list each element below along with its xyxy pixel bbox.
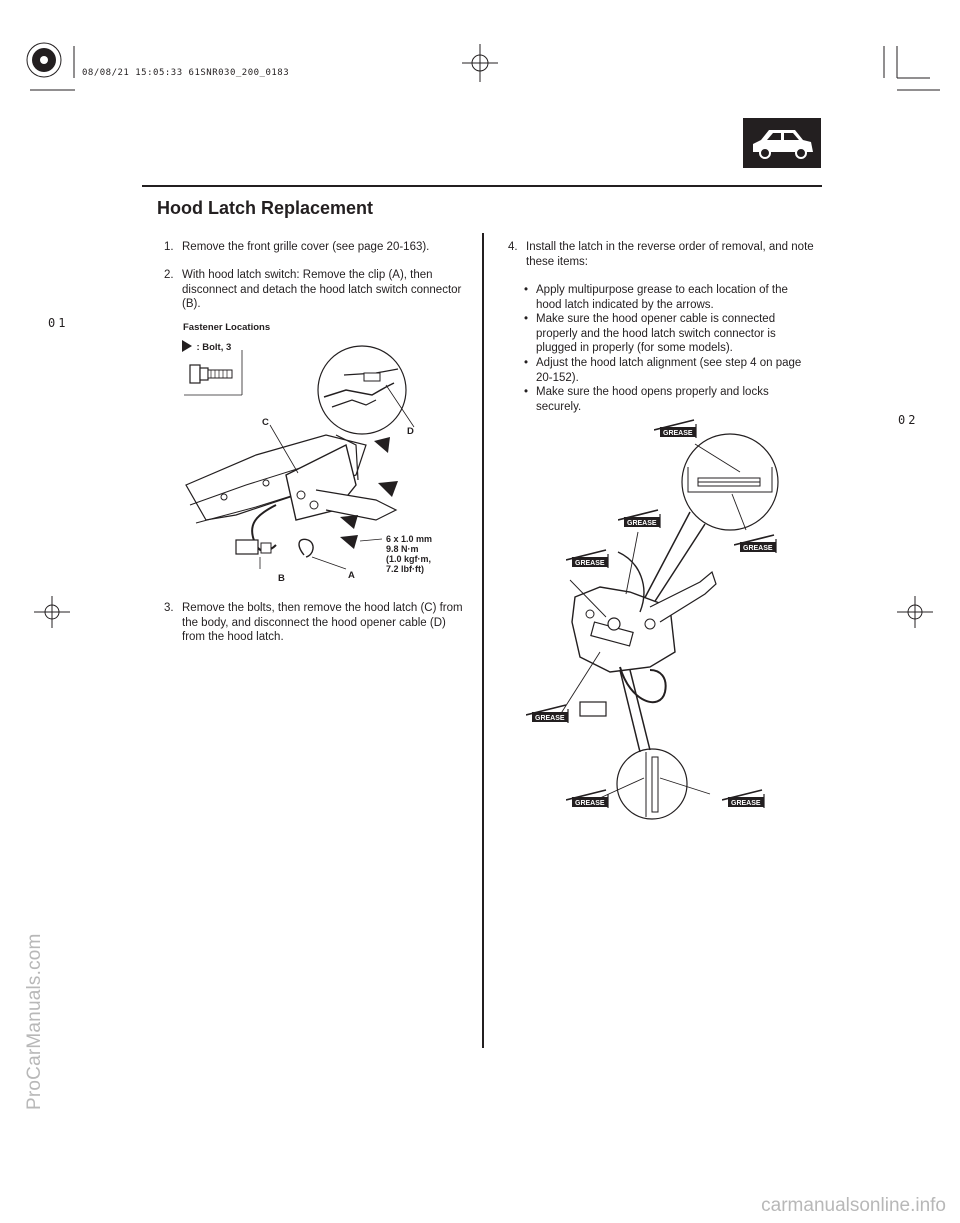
list-item: • Make sure the hood opens properly and locks securely. — [524, 385, 809, 414]
list-item: • Apply multipurpose grease to each location of the hood latch indicated by the arrows. — [524, 283, 809, 312]
grease-tag — [734, 533, 780, 555]
step-2 — [164, 268, 468, 312]
car-body-icon — [743, 118, 821, 168]
figure-label-c: C — [262, 417, 269, 428]
step-2-number: 2. — [164, 269, 174, 281]
page-title: Hood Latch Replacement — [157, 198, 374, 218]
step-1-number: 1. — [164, 241, 174, 253]
step-1-text: Remove the front grille cover (see page 20-163). — [182, 241, 430, 253]
torque-line: 7.2 lbf·ft) — [386, 564, 424, 574]
torque-line: 9.8 N·m — [386, 544, 419, 554]
grease-tag — [654, 418, 700, 440]
figure-label-b: B — [278, 573, 285, 584]
install-notes — [524, 283, 809, 414]
margin-number-left: 01 — [48, 316, 69, 330]
grease-tag — [526, 703, 572, 725]
grease-tag — [566, 788, 612, 810]
crosshair-icon — [897, 596, 933, 628]
step-1 — [164, 240, 474, 255]
torque-line: (1.0 kgf·m, — [386, 554, 432, 564]
grease-points-figure — [500, 412, 800, 822]
fastener-locations-title: Fastener Locations — [183, 322, 271, 333]
figure-label-a: A — [348, 570, 355, 581]
margin-number-right: 02 — [898, 413, 919, 427]
step-3-number: 3. — [164, 602, 174, 614]
grease-label: GREASE — [663, 430, 693, 437]
step-2-text: With hood latch switch: Remove the clip (A), then disconnect and detach the hood latch switch connector (B). — [182, 269, 462, 311]
bottom-watermark: carmanualsonline.info — [761, 1195, 946, 1216]
registration-mark-icon — [27, 43, 61, 77]
list-item: • Adjust the hood latch alignment (see step 4 on page 20-152). — [524, 356, 809, 385]
grease-tag — [566, 548, 612, 570]
step-3-text: Remove the bolts, then remove the hood latch (C) from the body, and disconnect the hood opener cable (D) from the hood latch. — [182, 602, 463, 644]
grease-label: GREASE — [535, 715, 565, 722]
fastener-legend-text: : Bolt, 3 — [196, 342, 232, 353]
step-4-number: 4. — [508, 241, 518, 253]
grease-label: GREASE — [575, 800, 605, 807]
list-item: • Make sure the hood opener cable is connected properly and the hood latch switch connector is plugged in properly (for some models). — [524, 312, 809, 356]
crosshair-icon — [34, 596, 70, 628]
grease-tag — [618, 508, 664, 530]
crosshair-icon — [462, 44, 498, 82]
header-rule — [142, 185, 822, 187]
section-badge — [743, 118, 821, 168]
side-watermark-text: ProCarManuals.com — [24, 933, 45, 1110]
column-divider — [482, 233, 484, 1048]
step-4-text: Install the latch in the reverse order of removal, and note these items: — [526, 241, 814, 268]
torque-spec — [386, 534, 432, 574]
grease-label: GREASE — [627, 520, 657, 527]
grease-label: GREASE — [575, 560, 605, 567]
bolt-icon — [190, 365, 232, 383]
print-stamp: 08/08/21 15:05:33 61SNR030_200_0183 — [82, 68, 290, 78]
grease-tag — [722, 788, 768, 810]
torque-line: 6 x 1.0 mm — [386, 534, 433, 544]
figure-label-d: D — [407, 426, 414, 437]
step-3 — [164, 601, 468, 645]
step-4 — [508, 240, 820, 269]
grease-label: GREASE — [743, 545, 773, 552]
grease-label: GREASE — [731, 800, 761, 807]
